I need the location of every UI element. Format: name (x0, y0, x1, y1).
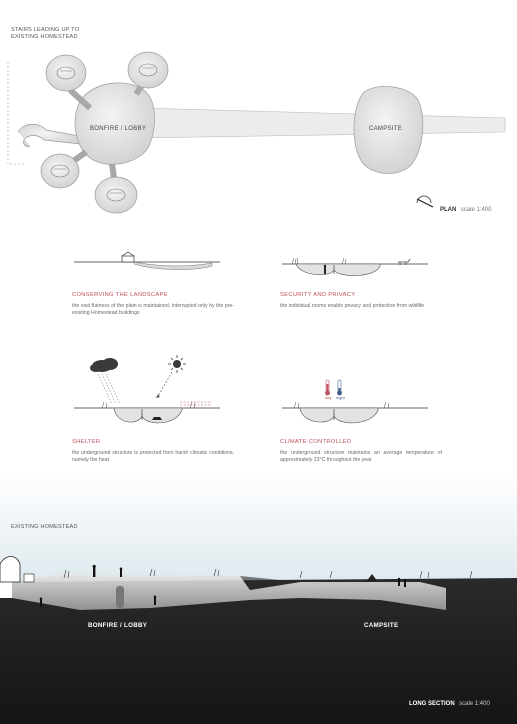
pod-top-left (46, 55, 90, 108)
panel-title: SECURITY AND PRIVACY (280, 292, 356, 298)
corridor (140, 108, 505, 138)
section-bonfire-label: BONFIRE / LOBBY (88, 622, 148, 629)
panel-shelter (72, 439, 234, 465)
long-section-drawing (0, 470, 517, 724)
diagram-conserving-landscape (72, 246, 222, 278)
panel-text: the individual rooms enable privacy and protection from wildlife (280, 303, 425, 309)
panel-security (280, 292, 442, 310)
stair-boundary (8, 62, 24, 164)
rain-cloud-icon (90, 358, 120, 404)
panel-text: the underground structure maintains an average temperature of approximately 23°C throughout the year (280, 450, 442, 464)
section-campsite-label: CAMPSITE (364, 622, 399, 629)
plan-scale: PLAN scale 1:400 (440, 207, 492, 213)
section-homestead-label: EXISTING HOMESTEAD (11, 524, 78, 530)
panel-text: the vast flatness of the plain is maintained, interrupted only by the pre-existing Homestead buildings (72, 303, 234, 317)
thermo-night-label: night (336, 395, 345, 400)
plan-bonfire-label: BONFIRE / LOBBY (90, 126, 147, 132)
pod-bottom-right (95, 164, 137, 213)
diagram-security-privacy (280, 246, 430, 282)
panel-conserving (72, 292, 234, 318)
sun-icon (156, 355, 186, 398)
site-plan-drawing (0, 40, 517, 220)
lobby-blob (75, 83, 154, 165)
thermometer-day-icon (325, 380, 330, 395)
panel-title: CONSERVING THE LANDSCAPE (72, 292, 168, 298)
plan-campsite-label: CAMPSITE (369, 126, 403, 132)
thermometer-night-icon (337, 380, 342, 395)
panel-climate (280, 439, 442, 465)
pod-bottom-left (41, 152, 86, 188)
north-arrow-icon (413, 195, 437, 211)
diagram-climate-controlled (280, 370, 430, 432)
stair-spiral (18, 124, 80, 146)
section-scale: LONG SECTION scale 1:400 (409, 701, 490, 707)
thermo-day-label: day (325, 395, 332, 400)
panel-title: SHELTER (72, 439, 101, 445)
diagram-shelter (72, 352, 222, 432)
panel-text: the underground structure is protected from harsh climatic conditions, namely the heat (72, 450, 234, 464)
stairs-label: STAIRS LEADING UP TO EXISTING HOMESTEAD (11, 27, 80, 40)
panel-title: CLIMATE CONTROLLED (280, 439, 352, 445)
